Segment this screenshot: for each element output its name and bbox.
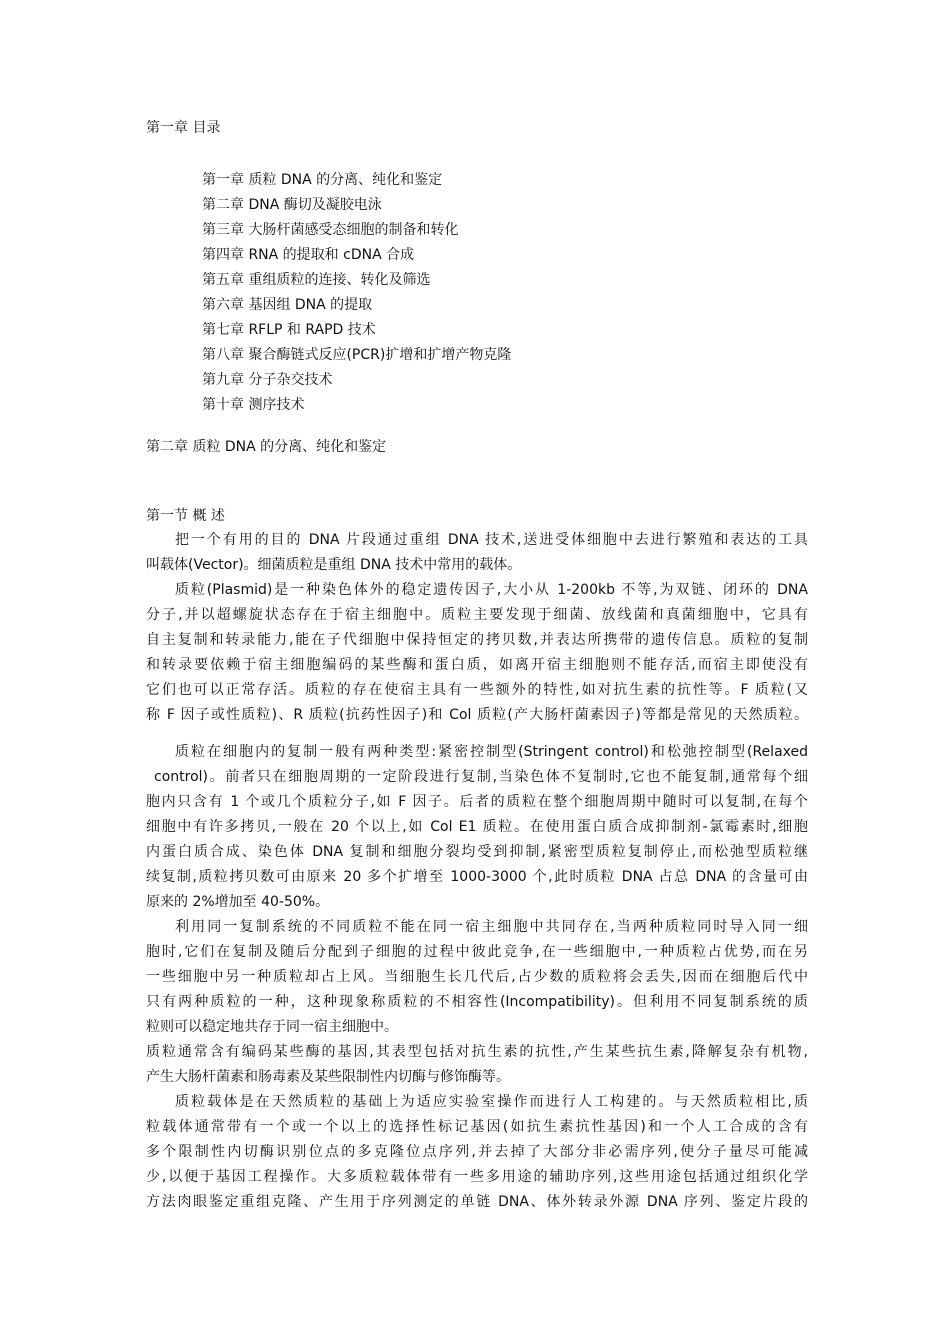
text-line: 一些细胞中另一种质粒却占上风。当细胞生长几代后,占少数的质粒将会丢失,因而在细胞后代中 [146, 969, 808, 985]
text-line: 粒则可以稳定地共存于同一宿主细胞中。 [146, 1019, 398, 1035]
toc-item: 第一章 质粒 DNA 的分离、纯化和鉴定 [202, 172, 443, 188]
toc-item: 第六章 基因组 DNA 的提取 [202, 297, 373, 313]
table-of-contents [202, 168, 802, 418]
text-line: 胞时,它们在复制及随后分配到子细胞的过程中彼此竞争,在一些细胞中,一种质粒占优势,而在另 [146, 944, 808, 960]
text-line: 内蛋白质合成、染色体 DNA 复制和细胞分裂均受到抑制,紧密型质粒复制停止,而松弛型质粒继 [146, 844, 808, 860]
toc-item: 第二章 DNA 酶切及凝胶电泳 [202, 197, 382, 213]
toc-item: 第四章 RNA 的提取和 cDNA 合成 [202, 247, 415, 263]
text-line: 细胞中有许多拷贝,一般在 20 个以上,如 Col E1 质粒。在使用蛋白质合成抑制剂-氯霉素时,细胞 [146, 819, 808, 835]
text-line: 多个限制性内切酶识别位点的多克隆位点序列,并去掉了大部分非必需序列,使分子量尽可能减 [146, 1144, 808, 1160]
text-line: 自主复制和转录能力,能在子代细胞中保持恒定的拷贝数,并表达所携带的遗传信息。质粒的复制 [146, 632, 808, 648]
text-line: 利用同一复制系统的不同质粒不能在同一宿主细胞中共同存在,当两种质粒同时导入同一细 [175, 919, 808, 935]
text-line: 少,以便于基因工程操作。大多质粒载体带有一些多用途的辅助序列,这些用途包括通过组织化学 [146, 1169, 808, 1185]
text-line: 把一个有用的目的 DNA 片段通过重组 DNA 技术,送进受体细胞中去进行繁殖和表达的工具 [175, 532, 808, 548]
text-line: 分子,并以超螺旋状态存在于宿主细胞中。质粒主要发现于细菌、放线菌和真菌细胞中，它具有 [146, 607, 808, 623]
text-line: 质粒(Plasmid)是一种染色体外的稳定遗传因子,大小从 1-200kb 不等,为双链、闭环的 DNA [175, 582, 808, 598]
toc-heading: 第一章 目录 [146, 120, 221, 136]
toc-item: 第九章 分子杂交技术 [202, 372, 333, 388]
text-line: 称 F 因子或性质粒)、R 质粒(抗药性因子)和 Col 质粒(产大肠杆菌素因子)等都是常见的天然质粒。 [146, 707, 808, 723]
toc-item: 第七章 RFLP 和 RAPD 技术 [202, 322, 376, 338]
text-line: 它们也可以正常存活。质粒的存在使宿主具有一些额外的特性,如对抗生素的抗性等。F 质粒(又 [146, 682, 808, 698]
text-line: 方法肉眼鉴定重组克隆、产生用于序列测定的单链 DNA、体外转录外源 DNA 序列、鉴定片段的 [146, 1194, 808, 1210]
body-text [146, 528, 808, 1215]
toc-item: 第三章 大肠杆菌感受态细胞的制备和转化 [202, 222, 459, 238]
text-line: 胞内只含有 1 个或几个质粒分子,如 F 因子。后者的质粒在整个细胞周期中随时可以复制,在每个 [146, 794, 808, 810]
section-title: 第一节 概 述 [146, 508, 225, 524]
text-line: 只有两种质粒的一种，这种现象称质粒的不相容性(Incompatibility)。但利用不同复制系统的质 [146, 994, 808, 1010]
text-line: control)。前者只在细胞周期的一定阶段进行复制,当染色体不复制时,它也不能复制,通常每个细 [154, 769, 808, 785]
text-line: 原来的 2%增加至 40-50%。 [146, 894, 330, 910]
toc-item: 第八章 聚合酶链式反应(PCR)扩增和扩增产物克隆 [202, 347, 512, 363]
text-line: 质粒载体是在天然质粒的基础上为适应实验室操作而进行人工构建的。与天然质粒相比,质 [175, 1094, 808, 1110]
toc-item: 第十章 测序技术 [202, 397, 305, 413]
text-line: 粒载体通常带有一个或一个以上的选择性标记基因(如抗生素抗性基因)和一个人工合成的含有 [146, 1119, 808, 1135]
toc-item: 第五章 重组质粒的连接、转化及筛选 [202, 272, 431, 288]
text-line: 叫载体(Vector)。细菌质粒是重组 DNA 技术中常用的载体。 [146, 557, 522, 573]
text-line: 质粒在细胞内的复制一般有两种类型:紧密控制型(Stringent control)和松弛控制型(Relaxed [175, 744, 808, 760]
text-line: 产生大肠杆菌素和肠毒素及某些限制性内切酶与修饰酶等。 [146, 1069, 510, 1085]
paragraph-gap [146, 728, 808, 740]
chapter-title: 第二章 质粒 DNA 的分离、纯化和鉴定 [146, 439, 387, 455]
text-line: 质粒通常含有编码某些酶的基因,其表型包括对抗生素的抗性,产生某些抗生素,降解复杂有机物, [146, 1044, 808, 1060]
text-line: 续复制,质粒拷贝数可由原来 20 多个扩增至 1000-3000 个,此时质粒 DNA 占总 DNA 的含量可由 [146, 869, 808, 885]
text-line: 和转录要依赖于宿主细胞编码的某些酶和蛋白质，如离开宿主细胞则不能存活,而宿主即使没有 [146, 657, 808, 673]
